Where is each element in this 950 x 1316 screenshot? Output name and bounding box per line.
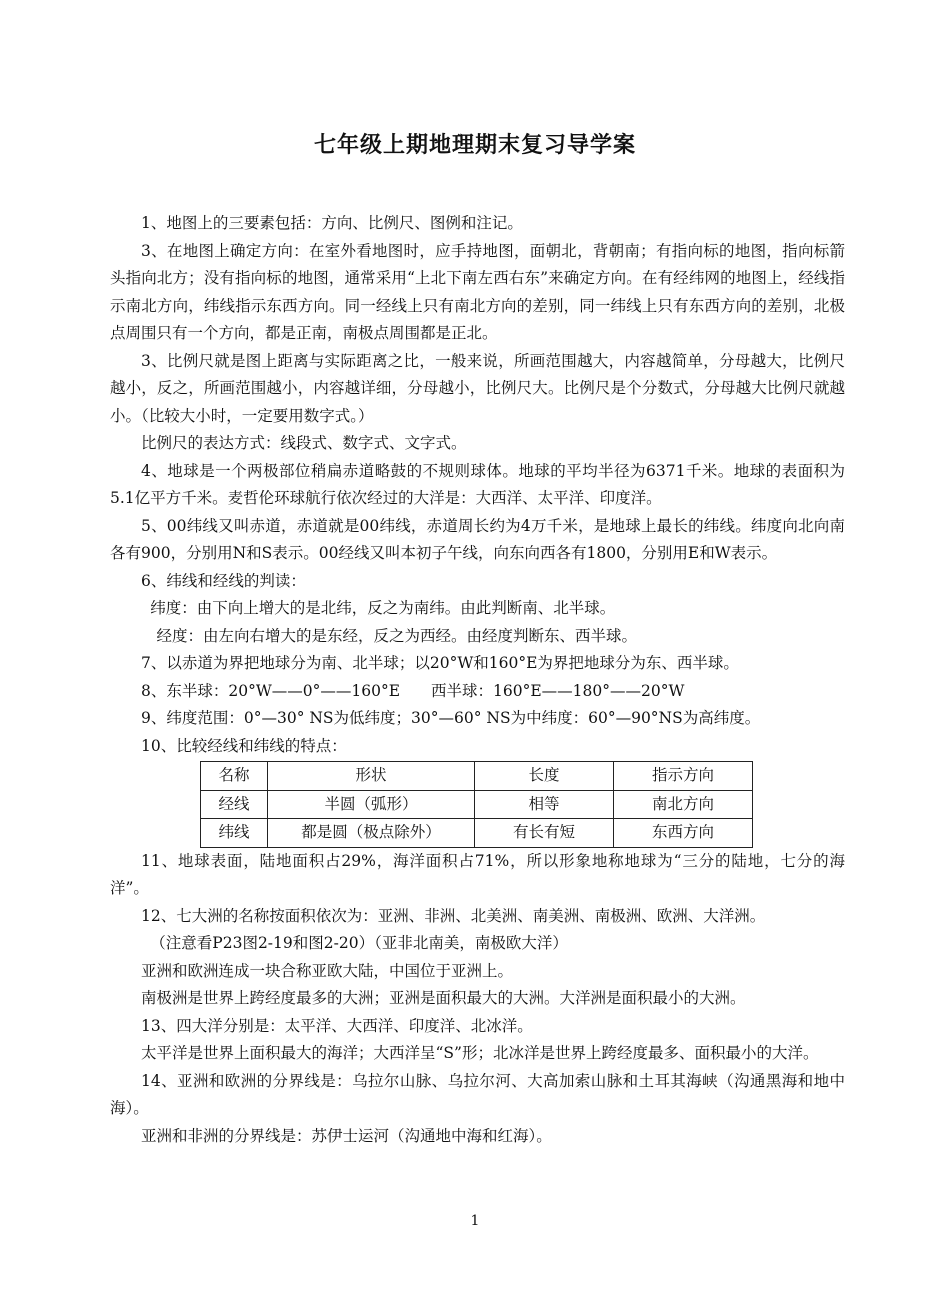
- paragraph-asia-africa: 亚洲和非洲的分界线是：苏伊士运河（沟通地中海和红海）。: [141, 1126, 552, 1145]
- table-cell: 纬线: [201, 819, 268, 848]
- paragraph-12: 12、七大洲的名称按面积依次为：亚洲、非洲、北美洲、南美洲、南极洲、欧洲、大洋洲。: [141, 906, 766, 925]
- document-body: [110, 210, 845, 1150]
- table-cell: 相等: [475, 790, 614, 819]
- table-header-cell: 名称: [201, 762, 268, 791]
- paragraph-5: 5、00纬线又叫赤道，赤道就是00纬线，赤道周长约为4万千米，是地球上最长的纬线。纬度向北向南各有900，分别用N和S表示。00经线又叫本初子午线，向东向西各有1800，分别用E和W表示。: [110, 516, 845, 562]
- paragraph-7: 7、以赤道为界把地球分为南、北半球；以20°W和160°E为界把地球分为东、西半球。: [141, 654, 739, 672]
- paragraph-6-latitude: 纬度：由下向上增大的是北纬，反之为南纬。由此判断南、北半球。: [150, 599, 616, 617]
- page-number: 1: [470, 1213, 480, 1229]
- paragraph-ocean-facts: 太平洋是世界上面积最大的海洋；大西洋呈“S”形；北冰洋是世界上跨经度最多、面积最小的大洋。: [141, 1044, 819, 1062]
- table-cell: 南北方向: [614, 790, 753, 819]
- paragraph-9: 9、纬度范围：0°—30° NS为低纬度；30°—60° NS为中纬度：60°—90°NS为高纬度。: [141, 709, 761, 727]
- paragraph-14: 14、亚洲和欧洲的分界线是：乌拉尔山脉、乌拉尔河、大高加索山脉和土耳其海峡（沟通黑海和地中海）。: [110, 1071, 845, 1117]
- paragraph-6-longitude: 经度：由左向右增大的是东经，反之为西经。由经度判断东、西半球。: [156, 626, 638, 645]
- paragraph-6: 6、纬线和经线的判读：: [141, 571, 306, 590]
- paragraph-3-scale: 3、比例尺就是图上距离与实际距离之比，一般来说，所画范围越大，内容越简单，分母越大，比例尺越小，反之，所画范围越小，内容越详细，分母越小，比例尺大。比例尺是个分数式，分母越大比例尺就越小。（比较大小时，一定要用数字式。）: [110, 351, 845, 425]
- paragraph-4: 4、地球是一个两极部位稍扁赤道略鼓的不规则球体。地球的平均半径为6371千米。地球的表面积为5.1亿平方千米。麦哲伦环球航行依次经过的大洋是：大西洋、太平洋、印度洋。: [110, 461, 845, 507]
- comparison-table: [200, 761, 753, 848]
- table-header-cell: 指示方向: [614, 762, 753, 791]
- paragraph-1: 1、地图上的三要素包括：方向、比例尺、图例和注记。: [141, 214, 523, 232]
- table-cell: 东西方向: [614, 819, 753, 848]
- table-header-cell: 形状: [268, 762, 475, 791]
- paragraph-eurasia: 亚洲和欧洲连成一块合称亚欧大陆，中国位于亚洲上。: [141, 961, 514, 980]
- paragraph-8: 8、东半球：20°W——0°——160°E 西半球：160°E——180°——20°W: [141, 681, 685, 700]
- table-row: [201, 819, 753, 848]
- paragraph-12-note: （注意看P23图2-19和图2-20）（亚非北南美，南极欧大洋）: [150, 934, 568, 952]
- table-cell: 半圆（弧形）: [268, 790, 475, 819]
- paragraph-continent-facts: 南极洲是世界上跨经度最多的大洲；亚洲是面积最大的大洲。大洋洲是面积最小的大洲。: [141, 989, 746, 1007]
- paragraph-13: 13、四大洋分别是：太平洋、大西洋、印度洋、北冰洋。: [141, 1016, 533, 1035]
- table-row: [201, 790, 753, 819]
- table-cell: 都是圆（极点除外）: [268, 819, 475, 848]
- paragraph-scale-forms: 比例尺的表达方式：线段式、数字式、文字式。: [141, 434, 467, 452]
- paragraph-11: 11、地球表面，陆地面积占29%，海洋面积占71%，所以形象地称地球为“三分的陆地，七分的海洋”。: [110, 851, 845, 897]
- table-header-cell: 长度: [475, 762, 614, 791]
- table-cell: 经线: [201, 790, 268, 819]
- table-cell: 有长有短: [475, 819, 614, 848]
- page-title: 七年级上期地理期末复习导学案: [313, 133, 636, 158]
- paragraph-10: 10、比较经线和纬线的特点：: [141, 736, 347, 755]
- table-header-row: [201, 762, 753, 791]
- paragraph-3-direction: 3、在地图上确定方向：在室外看地图时，应手持地图，面朝北，背朝南；有指向标的地图，指向标箭头指向北方；没有指向标的地图，通常采用“上北下南左西右东”来确定方向。在有经纬网的地图上，经线指示南北方向，纬线指示东西方向。同一经线上只有南北方向的差别，同一纬线上只有东西方向的差别，北极点周围只有一个方向，都是正南，南极点周围都是正北。: [110, 241, 845, 342]
